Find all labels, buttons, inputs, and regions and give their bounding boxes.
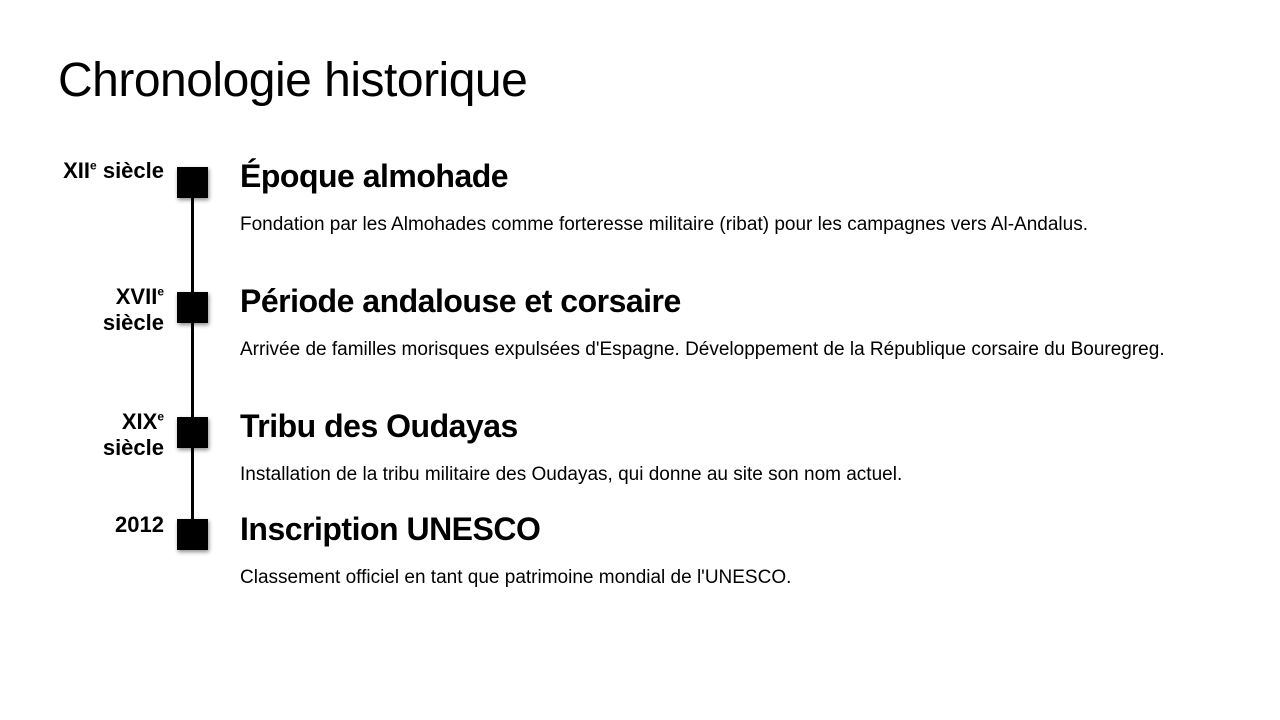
timeline-marker (177, 167, 208, 198)
event-date: 2012 (115, 512, 164, 537)
event-description: Installation de la tribu militaire des Oudayas, qui donne au site son nom actuel. (240, 464, 903, 485)
event-date: XIIe siècle (63, 158, 164, 183)
timeline-marker (177, 519, 208, 550)
event-title: Tribu des Oudayas (240, 408, 518, 444)
event-title: Période andalouse et corsaire (240, 283, 681, 319)
event-description: Arrivée de familles morisques expulsées d'Espagne. Développement de la République corsaire du Bouregreg. (240, 339, 1165, 360)
event-date: XVIIe siècle (102, 284, 164, 335)
event-title: Époque almohade (240, 158, 509, 194)
page-title: Chronologie historique (58, 54, 528, 107)
timeline-line (191, 182, 194, 535)
event-date: XIXe siècle (102, 409, 164, 460)
event-description: Classement officiel en tant que patrimoine mondial de l'UNESCO. (240, 567, 792, 588)
event-description: Fondation par les Almohades comme forteresse militaire (ribat) pour les campagnes vers Al-Andalus. (240, 214, 1088, 235)
timeline-marker (177, 292, 208, 323)
timeline-marker (177, 417, 208, 448)
event-title: Inscription UNESCO (240, 511, 541, 547)
